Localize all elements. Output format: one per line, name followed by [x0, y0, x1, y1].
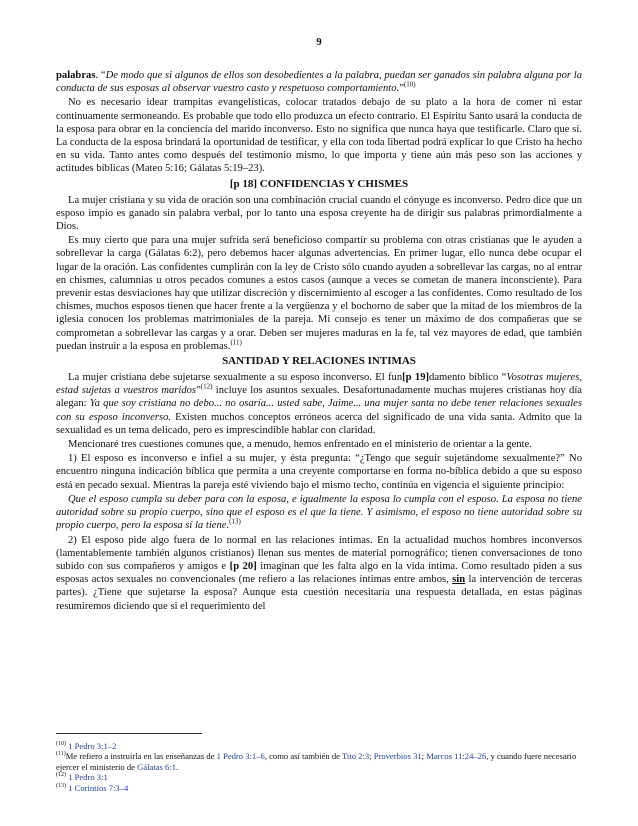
- scripture-link[interactable]: Gálatas 6:1: [137, 761, 177, 772]
- footnote: [56, 783, 582, 793]
- scripture-link[interactable]: Proverbios 31: [373, 751, 422, 762]
- footnote-number: (10): [56, 741, 66, 748]
- paragraph: [56, 371, 582, 437]
- paragraph: Mencionaré tres cuestiones comunes que, a menudo, hemos enfrentado en el ministerio de orientar a la gente.: [68, 439, 532, 451]
- footnote-marker[interactable]: (13): [229, 517, 241, 526]
- footnote-marker[interactable]: (11): [230, 338, 242, 347]
- paragraph: [56, 534, 582, 613]
- footnote-number: (13): [56, 782, 66, 789]
- text: 2) El esposo pide algo fuera de lo normal en las relaciones íntimas. En la actualidad muchos hombres inconversos (lamentablemente también algunos cristianos) llenan sus mentes de material pornográfico; tienen conversaciones de tono subido con sus compañeros y amigos e: [56, 534, 582, 572]
- text: ;: [421, 751, 427, 762]
- page-marker: [p 20]: [229, 560, 257, 572]
- footnote-separator: [56, 733, 202, 734]
- text: damento bíblico “: [429, 372, 507, 384]
- scripture-link[interactable]: Marcos 11:24–26: [426, 751, 487, 762]
- scripture-link[interactable]: 1 Pedro 3:1–6: [216, 751, 265, 762]
- paragraph: 1) El esposo es inconverso e infiel a su mujer, y ésta pregunta: “¿Tengo que seguir sujetándome sexualmente?” No encuentro ninguna indicación bíblica que permita a una creyente comportarse en forma no-bíblica debido a que su esposo está en pecado sexual. Mientras la pareja esté viviendo bajo el mismo techo, continúa en vigencia el siguiente principio:: [56, 453, 582, 491]
- scripture-link[interactable]: 1 Pedro 3:1: [68, 772, 108, 783]
- scripture-link[interactable]: Tito 2:3: [341, 751, 370, 762]
- footnote-number: (11): [56, 751, 66, 758]
- footnote: [56, 741, 582, 751]
- section-heading: SANTIDAD Y RELACIONES INTIMAS: [222, 355, 416, 368]
- text: ”: [399, 83, 404, 95]
- text: la intervención de terceras partes). ¿Tiene que sujetarse la esposa? Aunque esta cuestión necesitaría una respuesta detallada, en estas páginas resumiremos diciendo que si el requerimiento del: [56, 574, 582, 612]
- footnote-marker[interactable]: (12): [200, 382, 213, 391]
- lead-word: palabras: [56, 70, 96, 81]
- text: imaginan que les falta algo en la vida íntima. Como resultado piden a sus esposas actos sexuales no convencionales (me refiero a las relaciones íntimas entre ambos,: [56, 560, 582, 586]
- text: , como así también de: [264, 751, 342, 762]
- text: . “: [95, 70, 106, 81]
- footnote: [56, 751, 582, 772]
- text: Existen muchos conceptos erróneos acerca del significado de una vida santa. Admito que la sexualidad es un tema delicado, pero es imprescindible hablar con claridad.: [56, 411, 582, 436]
- page-marker: [p 19]: [402, 372, 430, 384]
- paragraph: No es necesario idear trampitas evangelísticas, colocar tratados debajo de su plato a la hora de comer ni estar continuamente sermoneando. Es probable que todo ello produzca un efecto contrario. El Espíritu Santo usará la conducta de la esposa para obrar en la conciencia del marido inconverso. Esto no significa que nunca haya que testificarle. Claro que sí. La conducta de la esposa brindará la oportunidad de testificar, y ella con toda libertad podrá explicar lo que Cristo ha hecho en su vida. Tanto antes como después del testimonio mismo, lo que importa y tiene aún más peso son las acciones y actitudes bíblicas (Mateo 5:16; Gálatas 5:19–23).: [56, 97, 582, 175]
- quote-italic: De modo que si algunos de ellos son desobedientes a la palabra, puedan ser ganados sin palabra alguna por la conducta de sus esposas al observar vuestro casto y respetuoso comportamiento.: [56, 70, 582, 95]
- document-body: [56, 69, 582, 614]
- footnote: [56, 772, 582, 782]
- footnote-number: (12): [56, 772, 66, 779]
- paragraph-italic: [56, 493, 582, 533]
- section-heading: [p 18] CONFIDENCIAS Y CHISMES: [229, 177, 409, 190]
- scripture-link[interactable]: 1 Corintios 7:3–4: [68, 782, 129, 793]
- text: Es muy cierto que para una mujer sufrida será beneficioso compartir su problema con otras cristianas que le ayuden a sobrellevar la carga (Gálatas 6:2), pero debemos hacer algunas advertencias. En primer lugar, ello nunca debe ocupar el lugar de la oración. Las confidentes cumplirán con la ley de Cristo sólo cuando ayuden a sobrellevar las cargas, no al entrar en chismes, calumnias u otros pecados comunes a estos casos (aunque a veces se cometan de manera inconsciente). Para prevenir estas desviaciones hay que utilizar discreción y discernimiento al escoger a las confidentes. Como resultado de los chismes, muchos esposos tienen que hacer frente a la vergüenza y el bochorno de saber que la mitad de los miembros de la iglesia conocen los problemas matrimoniales de la pareja. Mi consejo es tener un máximo de dos compañeras que se comprometan a sobrellevar las cargas y a orar. Deben ser mujeres maduras en la fe, tal vez mayores de edad, que también puedan instruir a la esposa en problemas.: [56, 235, 582, 352]
- text: ;: [369, 751, 374, 762]
- text: .: [176, 761, 179, 772]
- quote-italic: Ya que soy cristiana no debo... no osaría... usted sabe, Jaime... una mujer santa no debe tener relaciones sexuales con su esposo inconverso.: [56, 398, 582, 423]
- quote-italic: Que el esposo cumpla su deber para con la esposa, e igualmente la esposa lo cumpla con el esposo. La esposa no tiene autoridad sobre su propio cuerpo, sino que el esposo es el que la tiene. Y asimismo, el esposo no tiene autoridad sobre su propio cuerpo, pero la esposa sí la tiene.: [56, 493, 582, 532]
- quote-italic: Vosotras mujeres, estad sujetas a vuestros maridos: [56, 372, 582, 397]
- text: Me refiero a instruirla en las enseñanzas de: [65, 751, 217, 762]
- emphasis-word: sin: [452, 574, 466, 586]
- paragraph-quote: [56, 69, 582, 95]
- paragraph: [56, 234, 582, 353]
- page-number: 9: [316, 36, 322, 48]
- paragraph: La mujer cristiana y su vida de oración son una combinación crucial cuando el cónyuge es inconverso. Pedro dice que un esposo impío es ganado sin palabra verbal, por lo tanto una esposa creyente ha de dirigir sus palabras primordialmente a Dios.: [56, 194, 582, 233]
- text: incluye los asuntos sexuales. Desafortunadamente muchas mujeres cristianas hoy día alegan:: [56, 385, 583, 410]
- scripture-link[interactable]: 1 Pedro 3:1–2: [68, 741, 117, 751]
- footnotes: [56, 741, 582, 793]
- text: La mujer cristiana debe sujetarse sexualmente a su esposo inconverso. El fun: [68, 372, 403, 384]
- text: ”: [196, 385, 201, 397]
- text: , y cuando fuere necesario ejercer el ministerio de: [56, 751, 577, 772]
- footnote-marker[interactable]: (10): [403, 80, 416, 89]
